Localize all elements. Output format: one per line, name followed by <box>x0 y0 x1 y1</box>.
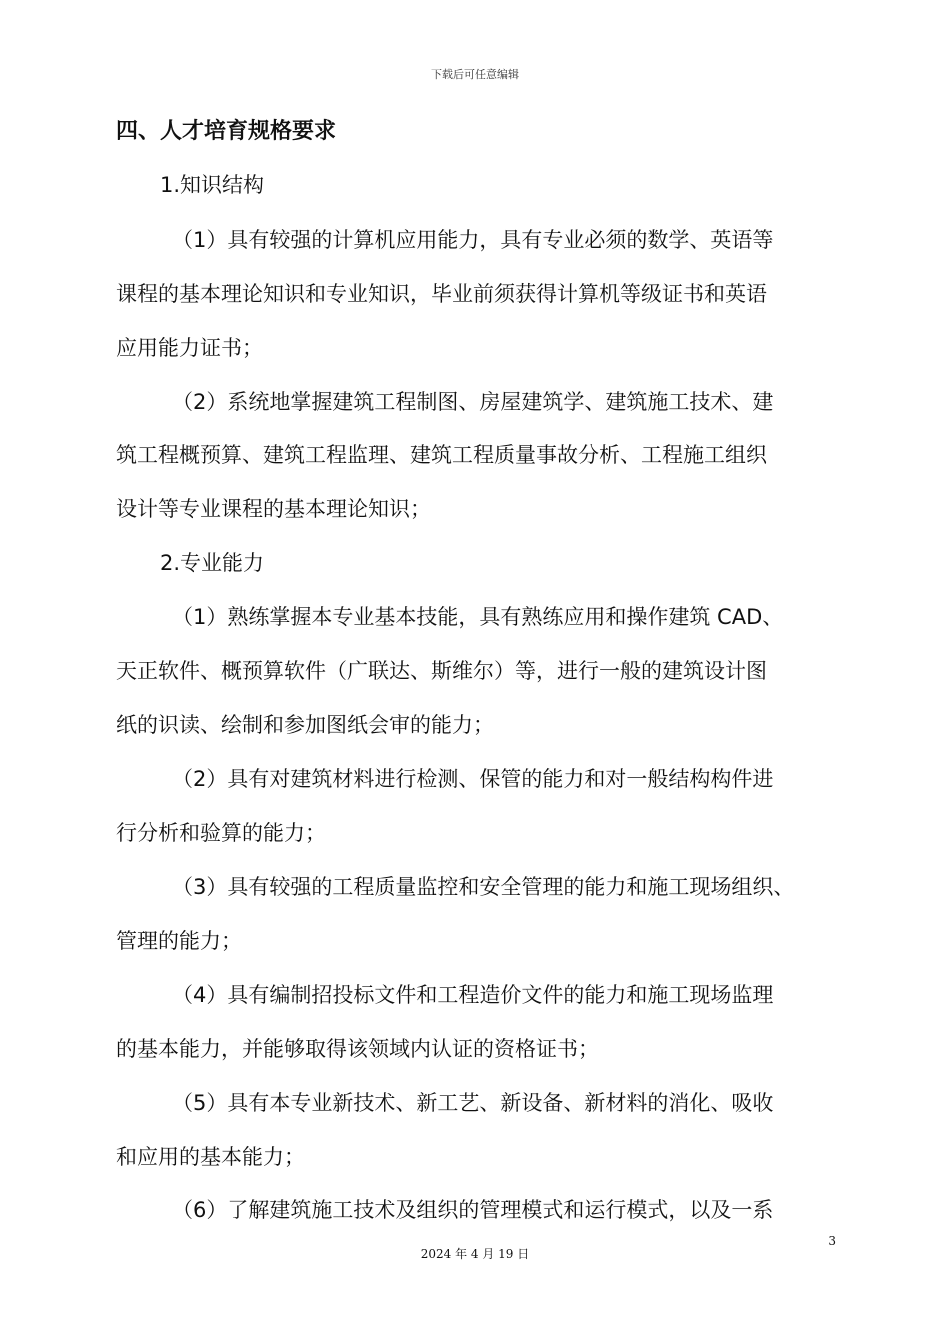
ability-item-3-line-2: 管理的能力； <box>116 929 242 953</box>
ability-item-5-line-1: （5）具有本专业新技术、新工艺、新设备、新材料的消化、吸收 <box>172 1091 774 1115</box>
subsection-heading-ability: 2.专业能力 <box>160 551 265 575</box>
ability-item-5-line-2: 和应用的基本能力； <box>116 1145 305 1169</box>
footer-date: 2024 年 4 月 19 日 <box>420 1247 530 1261</box>
page-number: 3 <box>828 1234 836 1248</box>
ability-item-4-line-1: （4）具有编制招投标文件和工程造价文件的能力和施工现场监理 <box>172 983 774 1007</box>
ability-item-1-line-2: 天正软件、概预算软件（广联达、斯维尔）等，进行一般的建筑设计图 <box>116 659 767 683</box>
ability-item-2-line-1: （2）具有对建筑材料进行检测、保管的能力和对一般结构构件进 <box>172 767 774 791</box>
knowledge-item-1-line-3: 应用能力证书； <box>116 336 263 360</box>
ability-item-4-line-2: 的基本能力，并能够取得该领域内认证的资格证书； <box>116 1037 599 1061</box>
knowledge-item-2-line-3: 设计等专业课程的基本理论知识； <box>116 497 431 521</box>
ability-item-3-line-1: （3）具有较强的工程质量监控和安全管理的能力和施工现场组织、 <box>172 875 795 899</box>
ability-item-1-line-1: （1）熟练掌握本专业基本技能，具有熟练应用和操作建筑 CAD、 <box>172 605 784 629</box>
knowledge-item-2-line-2: 筑工程概预算、建筑工程监理、建筑工程质量事故分析、工程施工组织 <box>116 443 767 467</box>
subsection-heading-knowledge: 1.知识结构 <box>160 173 265 197</box>
knowledge-item-1-line-1: （1）具有较强的计算机应用能力，具有专业必须的数学、英语等 <box>172 228 774 252</box>
knowledge-item-2-line-1: （2）系统地掌握建筑工程制图、房屋建筑学、建筑施工技术、建 <box>172 390 774 414</box>
section-title: 四、人才培育规格要求 <box>116 119 337 144</box>
header-note: 下载后可任意编辑 <box>431 68 519 81</box>
ability-item-1-line-3: 纸的识读、绘制和参加图纸会审的能力； <box>116 713 494 737</box>
ability-item-6-line-1: （6）了解建筑施工技术及组织的管理模式和运行模式，以及一系 <box>172 1198 774 1222</box>
knowledge-item-1-line-2: 课程的基本理论知识和专业知识，毕业前须获得计算机等级证书和英语 <box>116 282 767 306</box>
ability-item-2-line-2: 行分析和验算的能力； <box>116 821 326 845</box>
